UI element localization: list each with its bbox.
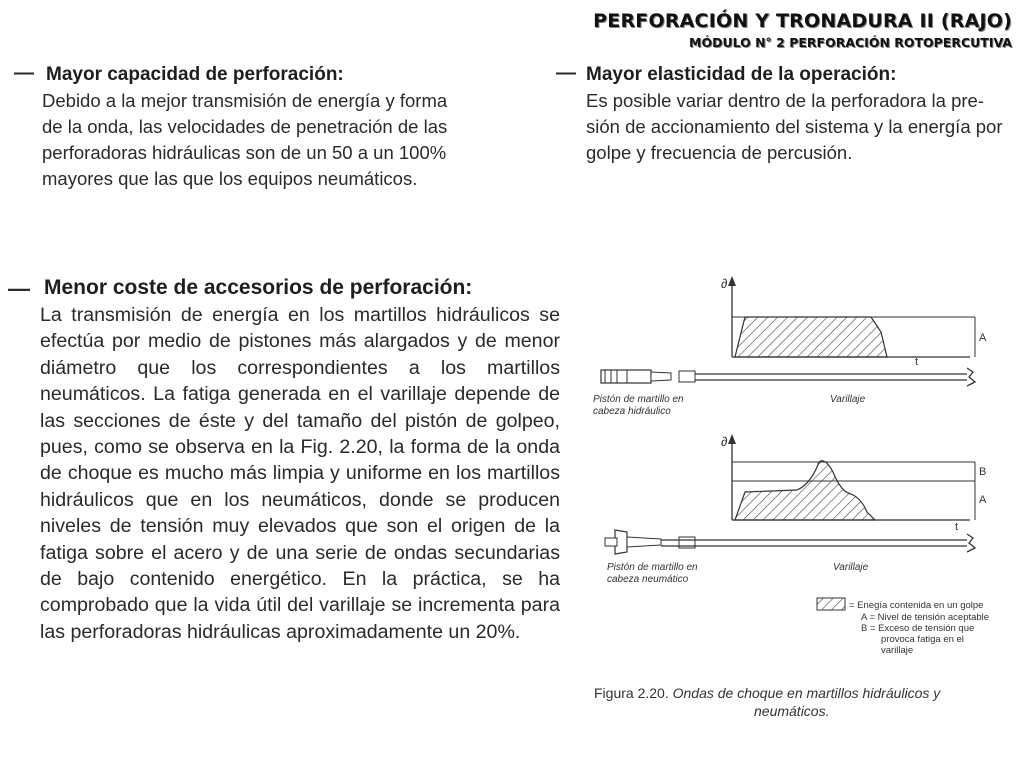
- rod-label: Varillaje: [830, 394, 866, 405]
- legend-text: A = Nivel de tensión aceptable: [861, 612, 990, 623]
- legend-text: B = Exceso de tensión que: [861, 623, 975, 634]
- section-heading: Mayor capacidad de perforación:: [46, 64, 344, 85]
- hydraulic-wave-area: [735, 317, 887, 357]
- y-axis-label: ∂: [721, 276, 728, 291]
- t-axis-label: t: [915, 356, 919, 368]
- section-body: La transmisión de energía en los martillos hidráulicos se efectúa por medio de pistones más alargados y de menor diámetro que los correspondientes a los martillos neumáticos. La fatiga generada en el varillaje depende de las secciones de éste y del tamaño del pistón de golpeo, pues, como se observa en la Fig. 2.20, la forma de la onda de choque es mucho más limpia y uniforme en los martillos hidráulicos que en los neumáticos, donde se producen niveles de tensión muy elevados que son el origen de la fatiga sobre el acero y de una serie de ondas secundarias de bajo contenido energético. En la práctica, se ha comprobado que la vida útil del varillaje se incrementa para las perforadoras hidráulicas aproximadamente un 20%.: [40, 304, 560, 643]
- page-subtitle: MÓDULO N° 2 PERFORACIÓN ROTOPERCUTIVA: [689, 35, 1012, 50]
- section-line: perforadoras hidráulicas son de un 50 a un 100%: [42, 142, 447, 163]
- section-line: sión de accionamiento del sistema y la energía por: [586, 116, 1003, 137]
- section-line: golpe y frecuencia de percusión.: [586, 142, 853, 163]
- figure-caption: [594, 684, 1024, 720]
- bullet-dash: —: [14, 62, 34, 84]
- piston-label: cabeza neumático: [607, 574, 689, 585]
- level-label-a: A: [979, 332, 987, 344]
- drill-bit: [967, 368, 975, 386]
- legend-text: = Enegía contenida en un golpe: [849, 600, 984, 611]
- section-heading: Mayor elasticidad de la operación:: [586, 64, 897, 85]
- legend-text: varillaje: [881, 645, 914, 656]
- section-line: Es posible variar dentro de la perforadora la pre-: [586, 90, 984, 111]
- pneumatic-diagram: [605, 434, 987, 585]
- shock-wave-figure: [575, 262, 1020, 732]
- t-axis-label: t: [955, 521, 959, 533]
- hatch-swatch: [817, 598, 845, 610]
- y-axis-arrow: [728, 434, 736, 444]
- drill-bit: [967, 534, 975, 552]
- y-axis-arrow: [728, 276, 736, 286]
- section-cost: [40, 276, 560, 645]
- bullet-dash: —: [8, 276, 30, 301]
- y-axis-label: ∂: [721, 434, 728, 449]
- section-heading: Menor coste de accesorios de perforación:: [44, 276, 473, 299]
- bullet-dash: —: [556, 62, 576, 84]
- caption-text: Ondas de choque en martillos hidráulicos y: [672, 685, 941, 701]
- piston-label: Pistón de martillo en: [607, 562, 698, 573]
- page-title: PERFORACIÓN Y TRONADURA II (RAJO): [593, 10, 1012, 32]
- rod-coupling: [679, 371, 695, 382]
- section-line: de la onda, las velocidades de penetración de las: [42, 116, 448, 137]
- level-label-a: A: [979, 494, 987, 506]
- piston-tip: [627, 537, 661, 547]
- section-elasticity: [586, 62, 1016, 166]
- hydraulic-diagram: [593, 276, 987, 417]
- piston-label: Pistón de martillo en: [593, 394, 684, 405]
- legend-text: provoca fatiga en el: [881, 634, 964, 645]
- caption-label: Figura 2.20.: [594, 685, 669, 701]
- section-line: mayores que las que los equipos neumáticos.: [42, 168, 418, 189]
- section-capacity: [42, 62, 506, 192]
- legend: [817, 598, 989, 656]
- caption-text: neumáticos.: [754, 703, 830, 719]
- level-label-b: B: [979, 466, 987, 478]
- rod-label: Varillaje: [833, 562, 869, 573]
- pneumatic-wave-area: [735, 461, 875, 520]
- section-line: Debido a la mejor transmisión de energía y forma: [42, 90, 448, 111]
- piston-label: cabeza hidráulico: [593, 406, 671, 417]
- hydraulic-piston: [601, 370, 651, 383]
- piston-tip: [651, 372, 671, 381]
